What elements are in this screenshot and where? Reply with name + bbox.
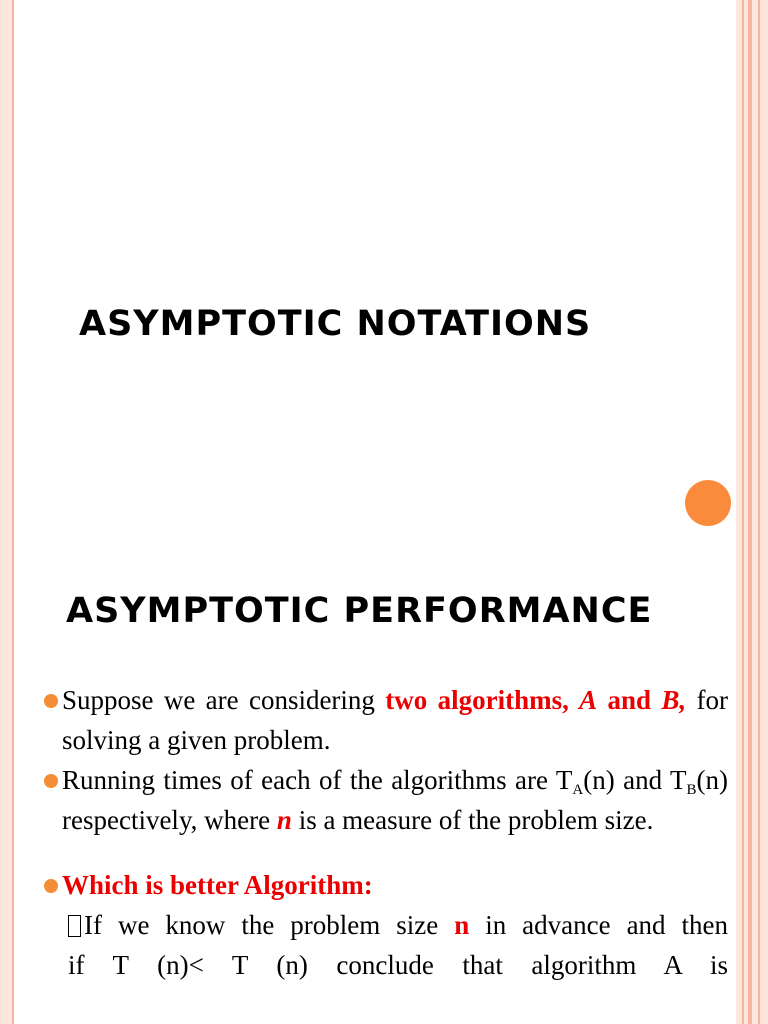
slide2-title: ASYMPTOTIC PERFORMANCE xyxy=(66,591,653,631)
box-glyph-icon xyxy=(68,915,81,937)
frame-line xyxy=(742,0,744,1024)
frame-line xyxy=(748,0,752,1024)
bullet-item-1: Suppose we are considering two algorithms, A and B, for solving a given problem. xyxy=(40,680,728,760)
bullet-dot-icon xyxy=(44,774,58,788)
slide1-title: ASYMPTOTIC NOTATIONS xyxy=(79,304,592,344)
bullet-dot-icon xyxy=(44,694,58,708)
sub-item-2-partial: if T (n)< T (n) conclude that algorithm A is xyxy=(68,950,728,980)
frame-line xyxy=(758,0,760,1024)
bullet-item-2: Running times of each of the algorithms are $T_A(n)$ and $T_B(n)$ respectively, where n is a measure of the problem size. xyxy=(40,760,728,840)
sub-item-1: If we know the problem size n in advance and then xyxy=(40,905,728,945)
bullet-dot-icon xyxy=(44,879,58,893)
slide-frame-left xyxy=(0,0,14,1024)
slide2-content xyxy=(40,680,728,985)
slide-frame-right xyxy=(736,0,768,1024)
bullet-item-question: Which is better Algorithm: xyxy=(40,865,728,905)
decorative-circle-icon xyxy=(685,480,731,526)
highlight-text: two algorithms, A and B, xyxy=(385,685,687,715)
